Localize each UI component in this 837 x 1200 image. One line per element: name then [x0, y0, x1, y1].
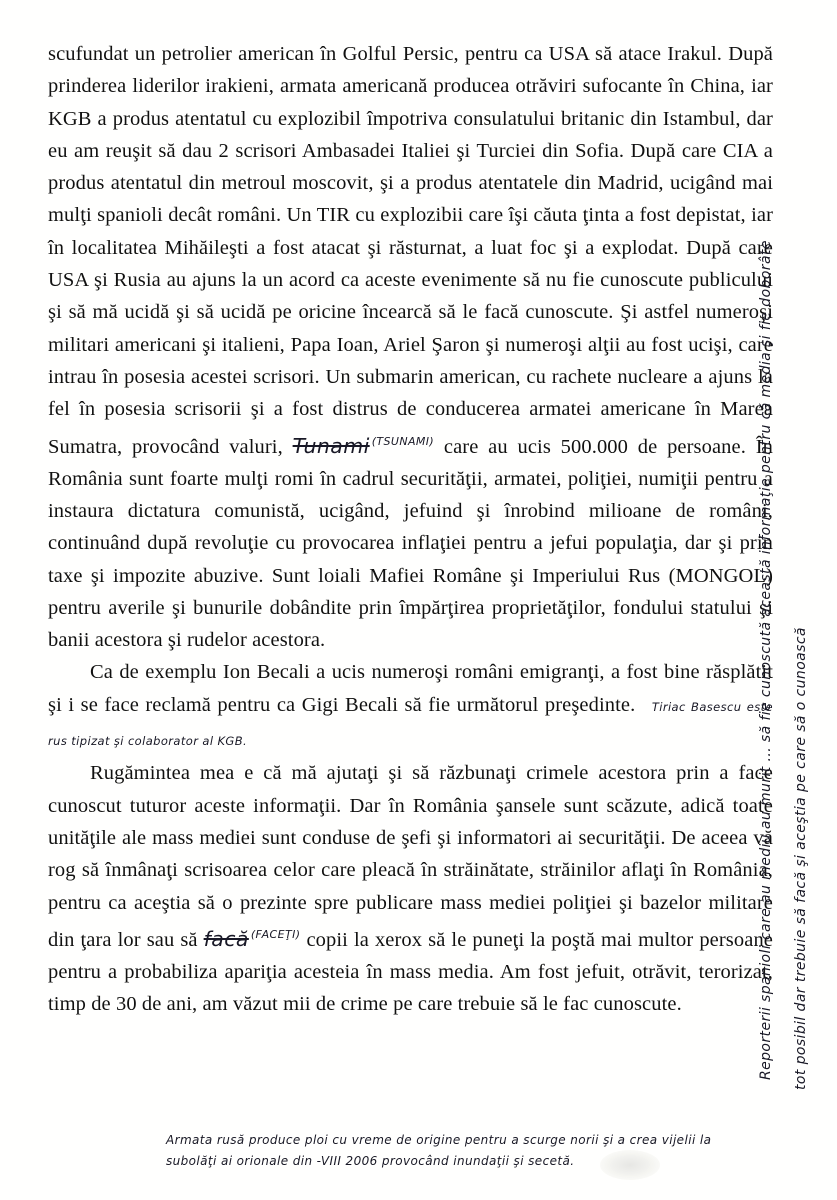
faca-struck-word: facă — [203, 926, 249, 951]
tsunami-correction: Tunami — [292, 433, 370, 458]
handwritten-margin-note-right: tot posibil dar trebuie să facă şi aceştia pe care să o cunoască — [793, 627, 809, 1090]
handwritten-margin-note-left: Reporterii spanioli care au mediu au murit ... să fie cunoscută această informaţie pentru că media şi fie doborâte — [758, 240, 774, 1080]
paragraph-3-continued: copii la xerox să le puneţi la poştă mai multor persoane pentru a probabiliza apariţia acesteia în mass media. Am fost jefuit, otrăvit, terorizat, timp de 30 de ani, am văzut mii de crime pe care trebuie să le fac cunoscute. — [48, 928, 773, 1016]
paragraph-1-text: scufundat un petrolier american în Golful Persic, pentru ca USA să atace Irakul. După prinderea liderilor irakieni, armata americană producea otrăviri sufocante în China, iar KGB a produs atentatul cu explozibil împotriva consulatului britanic din Istambul, dar eu am reuşit să dau 2 scrisori Ambasadei Italiei şi Turciei din Sofia. După care CIA a produs atentatul din metroul moscovit, şi a produs atentatele din Madrid, ucigând mai mulţi spanioli decât români. Un TIR cu explozibii care îşi căuta ţinta a fost depistat, iar în localitatea Mihăileşti a fost atacat şi răsturnat, a luat foc şi a explodat. După care USA şi Rusia au ajuns la un acord ca aceste evenimente să nu fie cunoscute publicului şi să mă ucidă şi să ucidă pe oricine încearcă să le facă cunoscute. Şi astfel numeroşi militari americani şi italieni, Papa Ioan, Ariel Şaron şi numeroşi alţii au fost ucişi, care intrau în posesia acestei scrisori. Un submarin american, cu rachete nucleare a ajuns la fel în posesia scrisorii şi a fost distrus de conducerea armatei americane în Marea Sumatra, provocând valuri, — [48, 43, 773, 458]
tsunami-caret-note: (TSUNAMI) — [371, 434, 435, 448]
paragraph-1 — [48, 38, 773, 656]
paragraph-3-text: Rugămintea mea e că mă ajutaţi şi să răzbunaţi crimele acestora prin a face cunoscut tuturor aceste informaţii. Dar în România şansele sunt scăzute, adică toate unităţile ale mass mediei sunt conduse de şefi şi informatori ai securităţii. De aceea vă rog să înmânaţi scrisoarea celor care pleacă în străinătate, străinilor aflaţi în România, pentru ca aceştia să o prezinte spre publicare mass mediei poliţiei şi bazelor militare din ţara lor sau să — [48, 762, 773, 951]
paragraph-2-text: Ca de exemplu Ion Becali a ucis numeroşi români emigranţi, a fost bine răsplătit şi i se face reclamă pentru ca Gigi Becali să fie următorul preşedinte. — [48, 661, 773, 716]
paragraph-2 — [48, 656, 773, 757]
handwritten-inline-note: Tiriac Basescu este rus tipizat şi colaborator al KGB. — [48, 699, 773, 749]
handwritten-bottom-note: Armata rusă produce ploi cu vreme de origine pentru a scurge norii şi a crea vijelii la subolăţi ai orionale din -VIII 2006 provocând inundaţii şi secetă. — [166, 1133, 712, 1168]
faceti-caret-note: (FACEŢI) — [250, 927, 301, 941]
paragraph-3 — [48, 757, 773, 1020]
letter-body — [48, 38, 773, 1021]
paragraph-1-continued: care au ucis 500.000 de persoane. În România sunt foarte mulţi romi în cadrul securităţii, armatei, poliţiei, numiţii pentru a instaura dictatura comunistă, ucigând, jefuind şi înrobind milioane de români, continuând după revoluţie cu provocarea inflaţiei pentru a jefui populaţia, dar şi prin taxe şi impozite abuzive. Sunt loiali Mafiei Române şi Imperiului Rus (MONGOL) pentru averile şi bunurile dobândite prin împărţirea proprietăţilor, fondului statului şi banii acestora şi rudelor acestora. — [48, 435, 773, 652]
